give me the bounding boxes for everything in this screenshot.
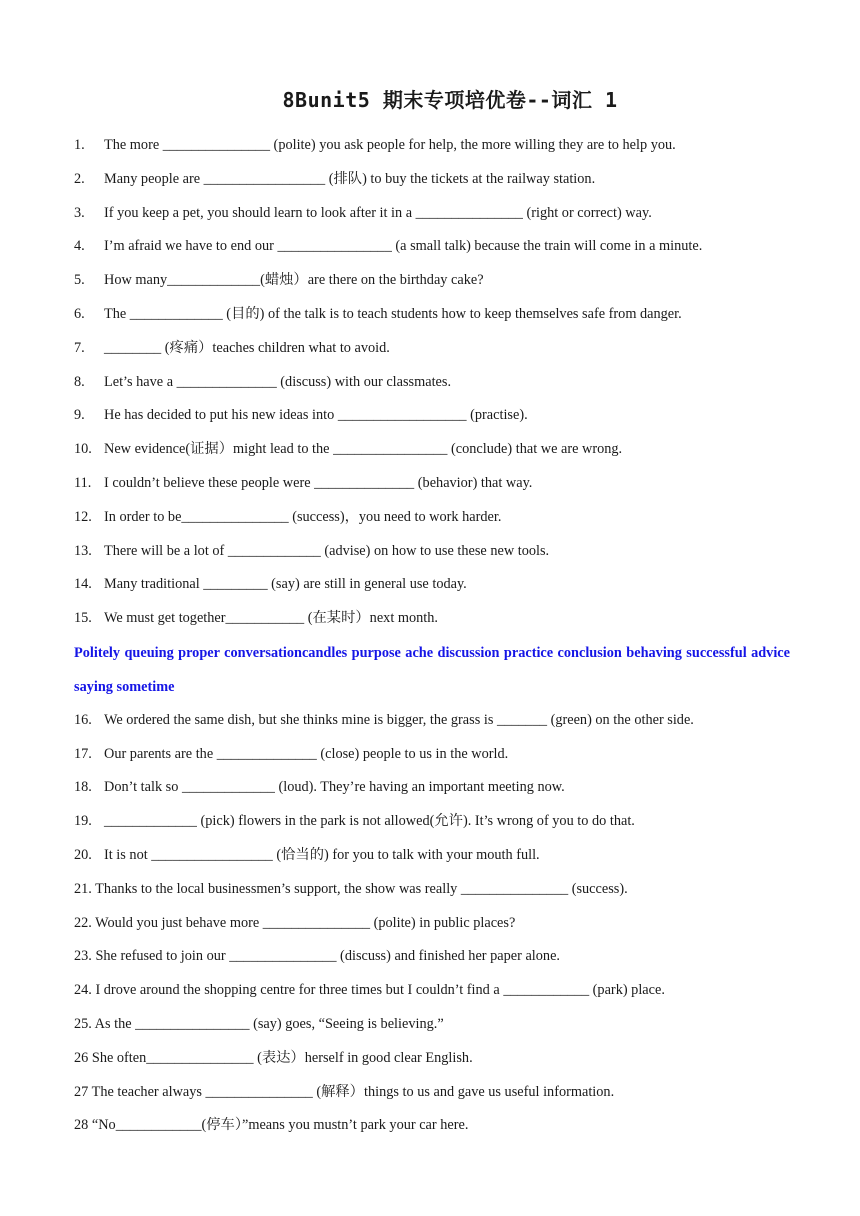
question-26: 26 She often_______________ (表达）herself in good clear English. <box>74 1050 473 1066</box>
question-15: 15. We must get together___________ (在某时）next month. <box>74 610 438 626</box>
question-11: 11. I couldn’t believe these people were ______________ (behavior) that way. <box>74 475 533 491</box>
question-10: 10. New evidence(证据）might lead to the ________________ (conclude) that we are wrong. <box>74 441 623 457</box>
question-28: 28 “No____________(停车）”means you mustn’t park your car here. <box>74 1117 469 1133</box>
question-23: 23. She refused to join our _______________ (discuss) and finished her paper alone. <box>74 948 560 964</box>
page-title: 8Bunit5 期末专项培优卷--词汇 1 <box>282 88 618 112</box>
question-2: 2. Many people are _________________ (排队) to buy the tickets at the railway station. <box>74 171 596 187</box>
question-3: 3. If you keep a pet, you should learn to look after it in a _______________ (right or correct) way. <box>74 205 652 221</box>
question-17: 17. Our parents are the ______________ (close) people to us in the world. <box>74 746 509 762</box>
question-19: 19. _____________ (pick) flowers in the park is not allowed(允许). It’s wrong of you to do that. <box>74 813 635 829</box>
question-1: 1. The more _______________ (polite) you ask people for help, the more willing they are to help you. <box>74 137 676 153</box>
question-9: 9. He has decided to put his new ideas into __________________ (practise). <box>74 407 528 423</box>
question-21: 21. Thanks to the local businessmen’s support, the show was really _______________ (success). <box>74 881 628 897</box>
question-18: 18. Don’t talk so _____________ (loud). They’re having an important meeting now. <box>74 779 565 795</box>
question-13: 13. There will be a lot of _____________ (advise) on how to use these new tools. <box>74 543 550 559</box>
question-22: 22. Would you just behave more _______________ (polite) in public places? <box>74 915 516 931</box>
question-25: 25. As the ________________ (say) goes, “Seeing is believing.” <box>74 1016 444 1032</box>
question-6: 6. The _____________ (目的) of the talk is to teach students how to keep themselves safe from danger. <box>74 306 682 322</box>
question-5: 5. How many_____________(蜡烛）are there on the birthday cake? <box>74 272 484 288</box>
question-4: 4. I’m afraid we have to end our ________________ (a small talk) because the train will come in a minute. <box>74 238 703 254</box>
question-20: 20. It is not _________________ (恰当的) for you to talk with your mouth full. <box>74 847 540 863</box>
question-12: 12. In order to be_______________ (success)，you need to work harder. <box>74 509 502 525</box>
question-8: 8. Let’s have a ______________ (discuss) with our classmates. <box>74 374 452 390</box>
word-bank: Politely queuing proper conversationcandles purpose ache discussion practice conclusion behaving successful advice saying sometime <box>74 645 790 695</box>
question-14: 14. Many traditional _________ (say) are still in general use today. <box>74 576 467 592</box>
question-16: 16. We ordered the same dish, but she thinks mine is bigger, the grass is _______ (green) on the other side. <box>74 712 694 728</box>
question-7: 7. ________ (疼痛）teaches children what to avoid. <box>74 340 390 356</box>
question-24: 24. I drove around the shopping centre for three times but I couldn’t find a ____________ (park) place. <box>74 982 665 998</box>
question-27: 27 The teacher always _______________ (解释）things to us and gave us useful information. <box>74 1084 615 1100</box>
